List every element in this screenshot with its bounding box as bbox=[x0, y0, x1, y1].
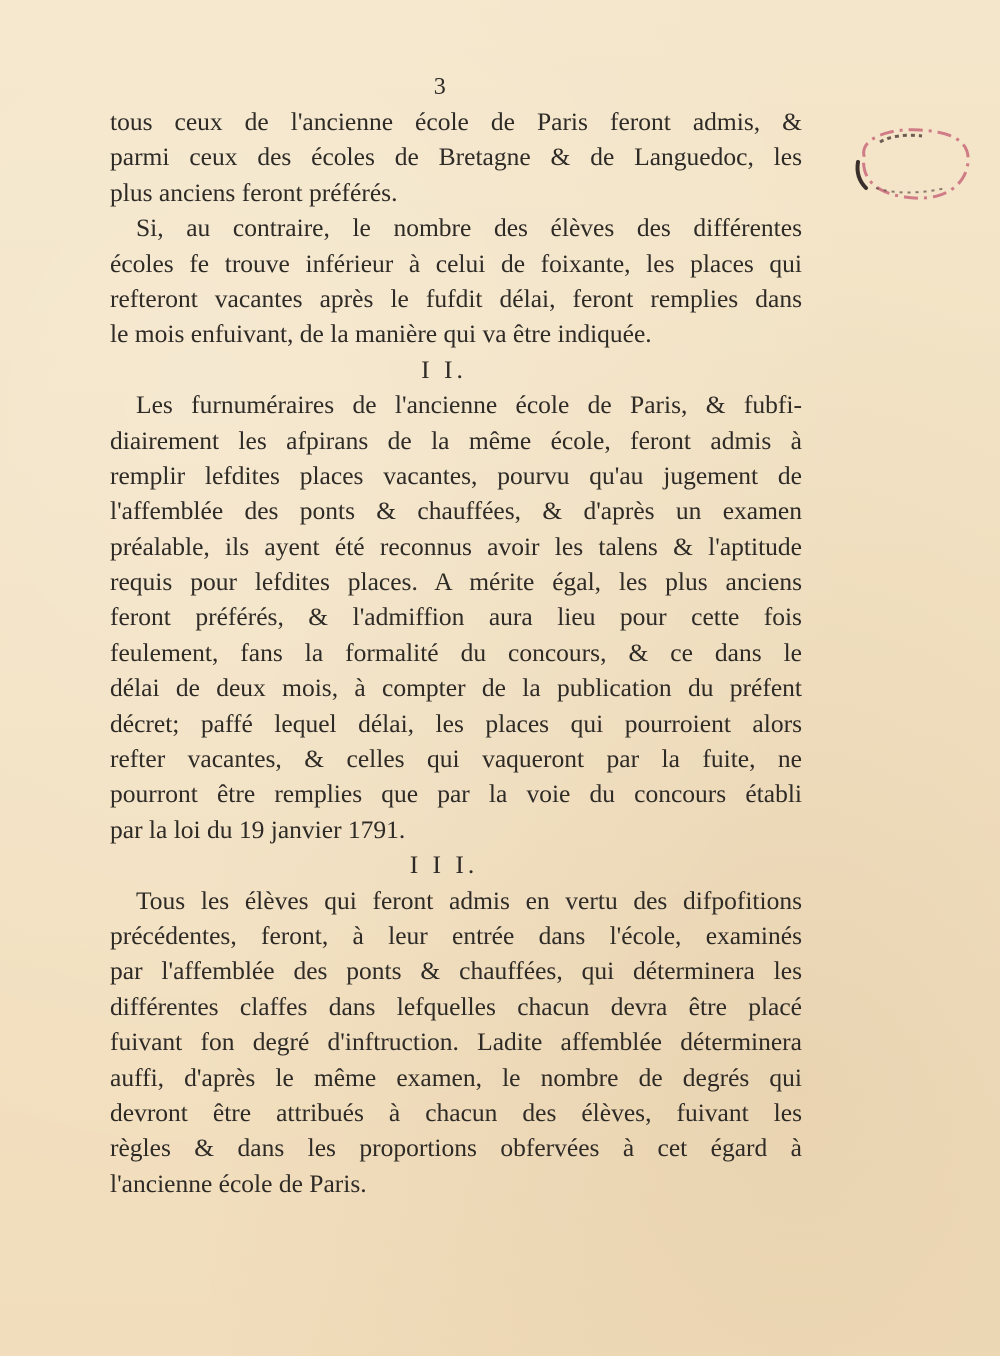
text-line: l'affemblée des ponts & chauffées, & d'après un examen bbox=[110, 496, 802, 526]
text-line: refteront vacantes après le fufdit délai, feront remplies dans bbox=[110, 283, 802, 313]
text-line: pourront être remplies que par la voie du concours établi bbox=[110, 779, 802, 809]
library-stamp bbox=[850, 118, 978, 210]
text-line: délai de deux mois, à compter de la publication du préfent bbox=[110, 673, 802, 703]
text-line: tous ceux de l'ancienne école de Paris feront admis, & bbox=[110, 107, 802, 136]
text-line: remplir lefdites places vacantes, pourvu qu'au jugement de bbox=[110, 460, 802, 490]
text-line: écoles fe trouve inférieur à celui de foixante, les places qui bbox=[110, 248, 802, 278]
text-line: Les furnuméraires de l'ancienne école de Paris, & fubfi- bbox=[136, 390, 802, 420]
text-line: décret; paffé lequel délai, les places qui pourroient alors bbox=[110, 708, 802, 738]
text-line: diairement les afpirans de la même école, feront admis à bbox=[110, 425, 802, 455]
text-line: devront être attribués à chacun des élèves, fuivant les bbox=[110, 1097, 802, 1127]
text-line: préalable, ils ayent été reconnus avoir les talens & l'aptitude bbox=[110, 531, 802, 561]
text-line: feulement, fans la formalité du concours, & ce dans le bbox=[110, 637, 802, 667]
page-number: 3 bbox=[433, 74, 447, 100]
text-line: refter vacantes, & celles qui vaqueront par la fuite, ne bbox=[110, 744, 802, 774]
text-line: plus anciens feront préférés. bbox=[110, 177, 398, 207]
text-line: fuivant fon degré d'inftruction. Ladite affemblée déterminera bbox=[110, 1027, 802, 1057]
text-line: requis pour lefdites places. A mérite égal, les plus anciens bbox=[110, 567, 802, 597]
text-line: règles & dans les proportions obfervées à cet égard à bbox=[110, 1133, 802, 1163]
text-line: auffi, d'après le même examen, le nombre de degrés qui bbox=[110, 1062, 802, 1092]
text-line: parmi ceux des écoles de Bretagne & de Languedoc, les bbox=[110, 142, 802, 172]
text-line: précédentes, feront, à leur entrée dans l'école, examinés bbox=[110, 920, 802, 950]
text-line: le mois enfuivant, de la manière qui va être indiquée. bbox=[110, 319, 652, 349]
text-line: par l'affemblée des ponts & chauffées, qui déterminera les bbox=[110, 956, 802, 986]
article-heading-iii: I I I. bbox=[409, 850, 479, 880]
text-line: par la loi du 19 janvier 1791. bbox=[110, 814, 406, 844]
text-line: Si, au contraire, le nombre des élèves des différentes bbox=[136, 213, 802, 243]
text-line: l'ancienne école de Paris. bbox=[110, 1168, 367, 1198]
text-block bbox=[110, 104, 802, 1201]
article-heading-ii: I I. bbox=[421, 354, 467, 384]
text-line: feront préférés, & l'admiffion aura lieu pour cette fois bbox=[110, 602, 802, 632]
text-line: différentes claffes dans lefquelles chacun devra être placé bbox=[110, 991, 802, 1021]
text-line: Tous les élèves qui feront admis en vertu des difpofitions bbox=[136, 885, 802, 915]
